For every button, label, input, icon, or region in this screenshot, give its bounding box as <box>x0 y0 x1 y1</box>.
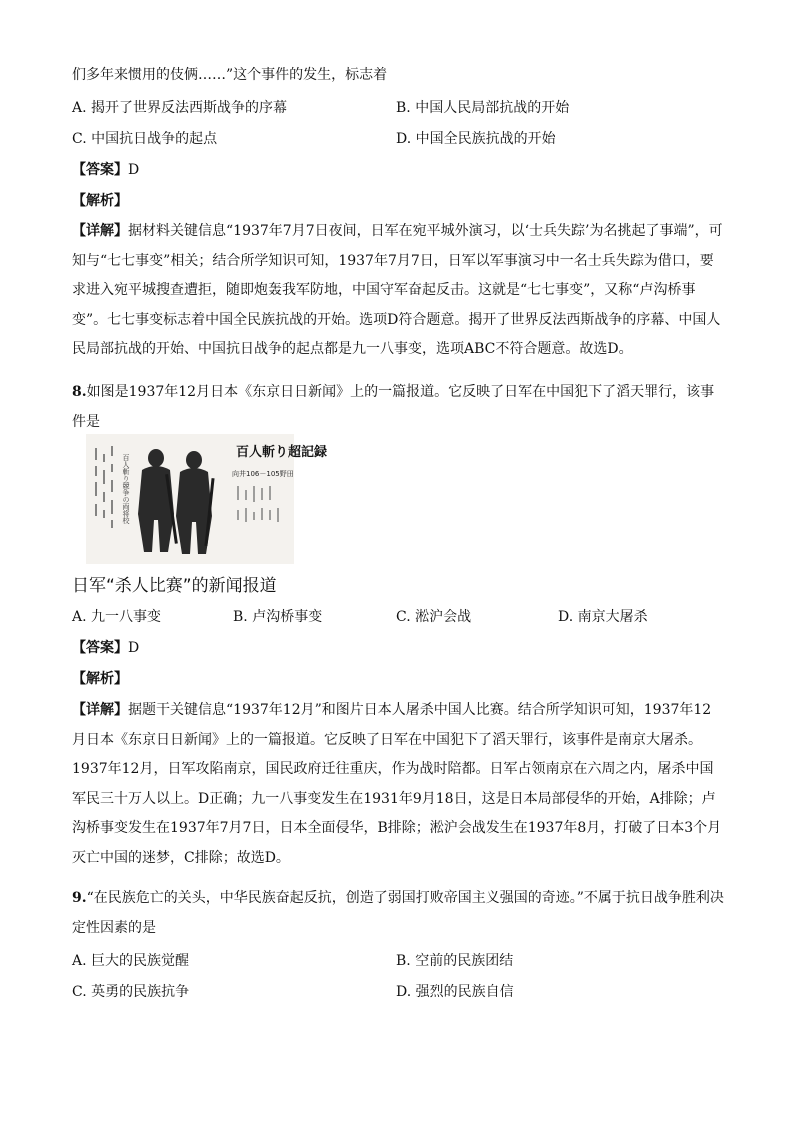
q8-number: 8. <box>72 384 87 400</box>
newspaper-photo <box>86 434 328 564</box>
q7-answer-label: 【答案】 <box>72 162 128 178</box>
q9-options-row-1 <box>72 951 724 971</box>
q8-option-a[interactable]: A. 九一八事变 <box>72 609 162 625</box>
q7-analysis-label: 【解析】 <box>72 193 128 209</box>
q8-answer-label: 【答案】 <box>72 640 128 656</box>
q8-photo-caption: 日军“杀人比赛”的新闻报道 <box>72 576 277 596</box>
q9-option-a[interactable]: A. 巨大的民族觉醒 <box>72 953 190 969</box>
q9-option-c[interactable]: C. 英勇的民族抗争 <box>72 984 190 1000</box>
q7-option-b[interactable]: B. 中国人民局部抗战的开始 <box>396 100 570 116</box>
newspaper-side-caption: 百人斬り競争の両将校 <box>122 454 130 524</box>
q7-stem-tail: 们多年来惯用的伎俩……”这个事件的发生，标志着 <box>72 67 388 83</box>
q7-answer-value: D <box>128 162 140 178</box>
q9-stem <box>72 884 724 943</box>
q9-option-d[interactable]: D. 强烈的民族自信 <box>396 984 514 1000</box>
q9-option-b[interactable]: B. 空前的民族团结 <box>396 953 514 969</box>
q7-options-row-1 <box>72 98 724 118</box>
q8-option-d[interactable]: D. 南京大屠杀 <box>558 609 648 625</box>
q7-detail-label: 【详解】 <box>72 223 128 239</box>
q7-option-c[interactable]: C. 中国抗日战争的起点 <box>72 131 218 147</box>
q8-detail <box>72 696 724 874</box>
q8-option-c[interactable]: C. 淞沪会战 <box>396 609 472 625</box>
newspaper-headline: 百人斬り超記録 <box>236 445 328 460</box>
q7-option-a[interactable]: A. 揭开了世界反法西斯战争的序幕 <box>72 100 288 116</box>
q8-option-b[interactable]: B. 卢沟桥事变 <box>233 609 323 625</box>
q8-stem-text: 如图是1937年12月日本《东京日日新闻》上的一篇报道。它反映了日军在中国犯下了滔天罪行，该事件是 <box>72 384 715 430</box>
q8-stem <box>72 378 724 437</box>
q9-stem-text: “在民族危亡的关头，中华民族奋起反抗，创造了弱国打败帝国主义强国的奇迹。”不属于抗日战争胜利决定性因素的是 <box>72 890 724 936</box>
q8-options-row <box>72 607 724 627</box>
q7-detail-text: 据材料关键信息“1937年7月7日夜间，日军在宛平城外演习，以‘士兵失踪’为名挑起了事端”，可知与“七七事变”相关；结合所学知识可知，1937年7月7日，日军以军事演习中一名士兵失踪为借口，要求进入宛平城搜查遭拒，随即炮轰我军防地，中国守军奋起反击。这就是“七七事变”，又称“卢沟桥事变”。七七事变标志着中国全民族抗战的开始。选项D符合题意。揭开了世界反法西斯战争的序幕、中国人民局部抗战的开始、中国抗日战争的起点都是九一八事变，选项ABC不符合题意。故选D。 <box>72 223 723 358</box>
q7-options-row-2 <box>72 129 724 149</box>
q8-detail-text: 据题干关键信息“1937年12月”和图片日本人屠杀中国人比赛。结合所学知识可知，1937年12月日本《东京日日新闻》上的一篇报道。它反映了日军在中国犯下了滔天罪行，该事件是南京大屠杀。1937年12月，日军攻陷南京，国民政府迁往重庆，作为战时陪都。日军占领南京在六周之内，屠杀中国军民三十万人以上。D正确；九一八事变发生在1931年9月18日，这是日本局部侵华的开始，A排除；卢沟桥事变发生在1937年7月7日，日本全面侵华，B排除；淞沪会战发生在1937年8月，打破了日本3个月灭亡中国的迷梦，C排除；故选D。 <box>72 702 722 866</box>
q8-detail-label: 【详解】 <box>72 702 128 718</box>
q9-options-row-2 <box>72 982 724 1002</box>
q7-detail <box>72 217 724 365</box>
q8-answer <box>72 638 724 658</box>
q8-analysis-label: 【解析】 <box>72 671 128 687</box>
q7-option-d[interactable]: D. 中国全民族抗战的开始 <box>396 131 556 147</box>
q9-number: 9. <box>72 890 87 906</box>
q8-answer-value: D <box>128 640 140 656</box>
q7-answer <box>72 160 724 180</box>
newspaper-subline: 向井106－105野田 <box>232 470 294 478</box>
